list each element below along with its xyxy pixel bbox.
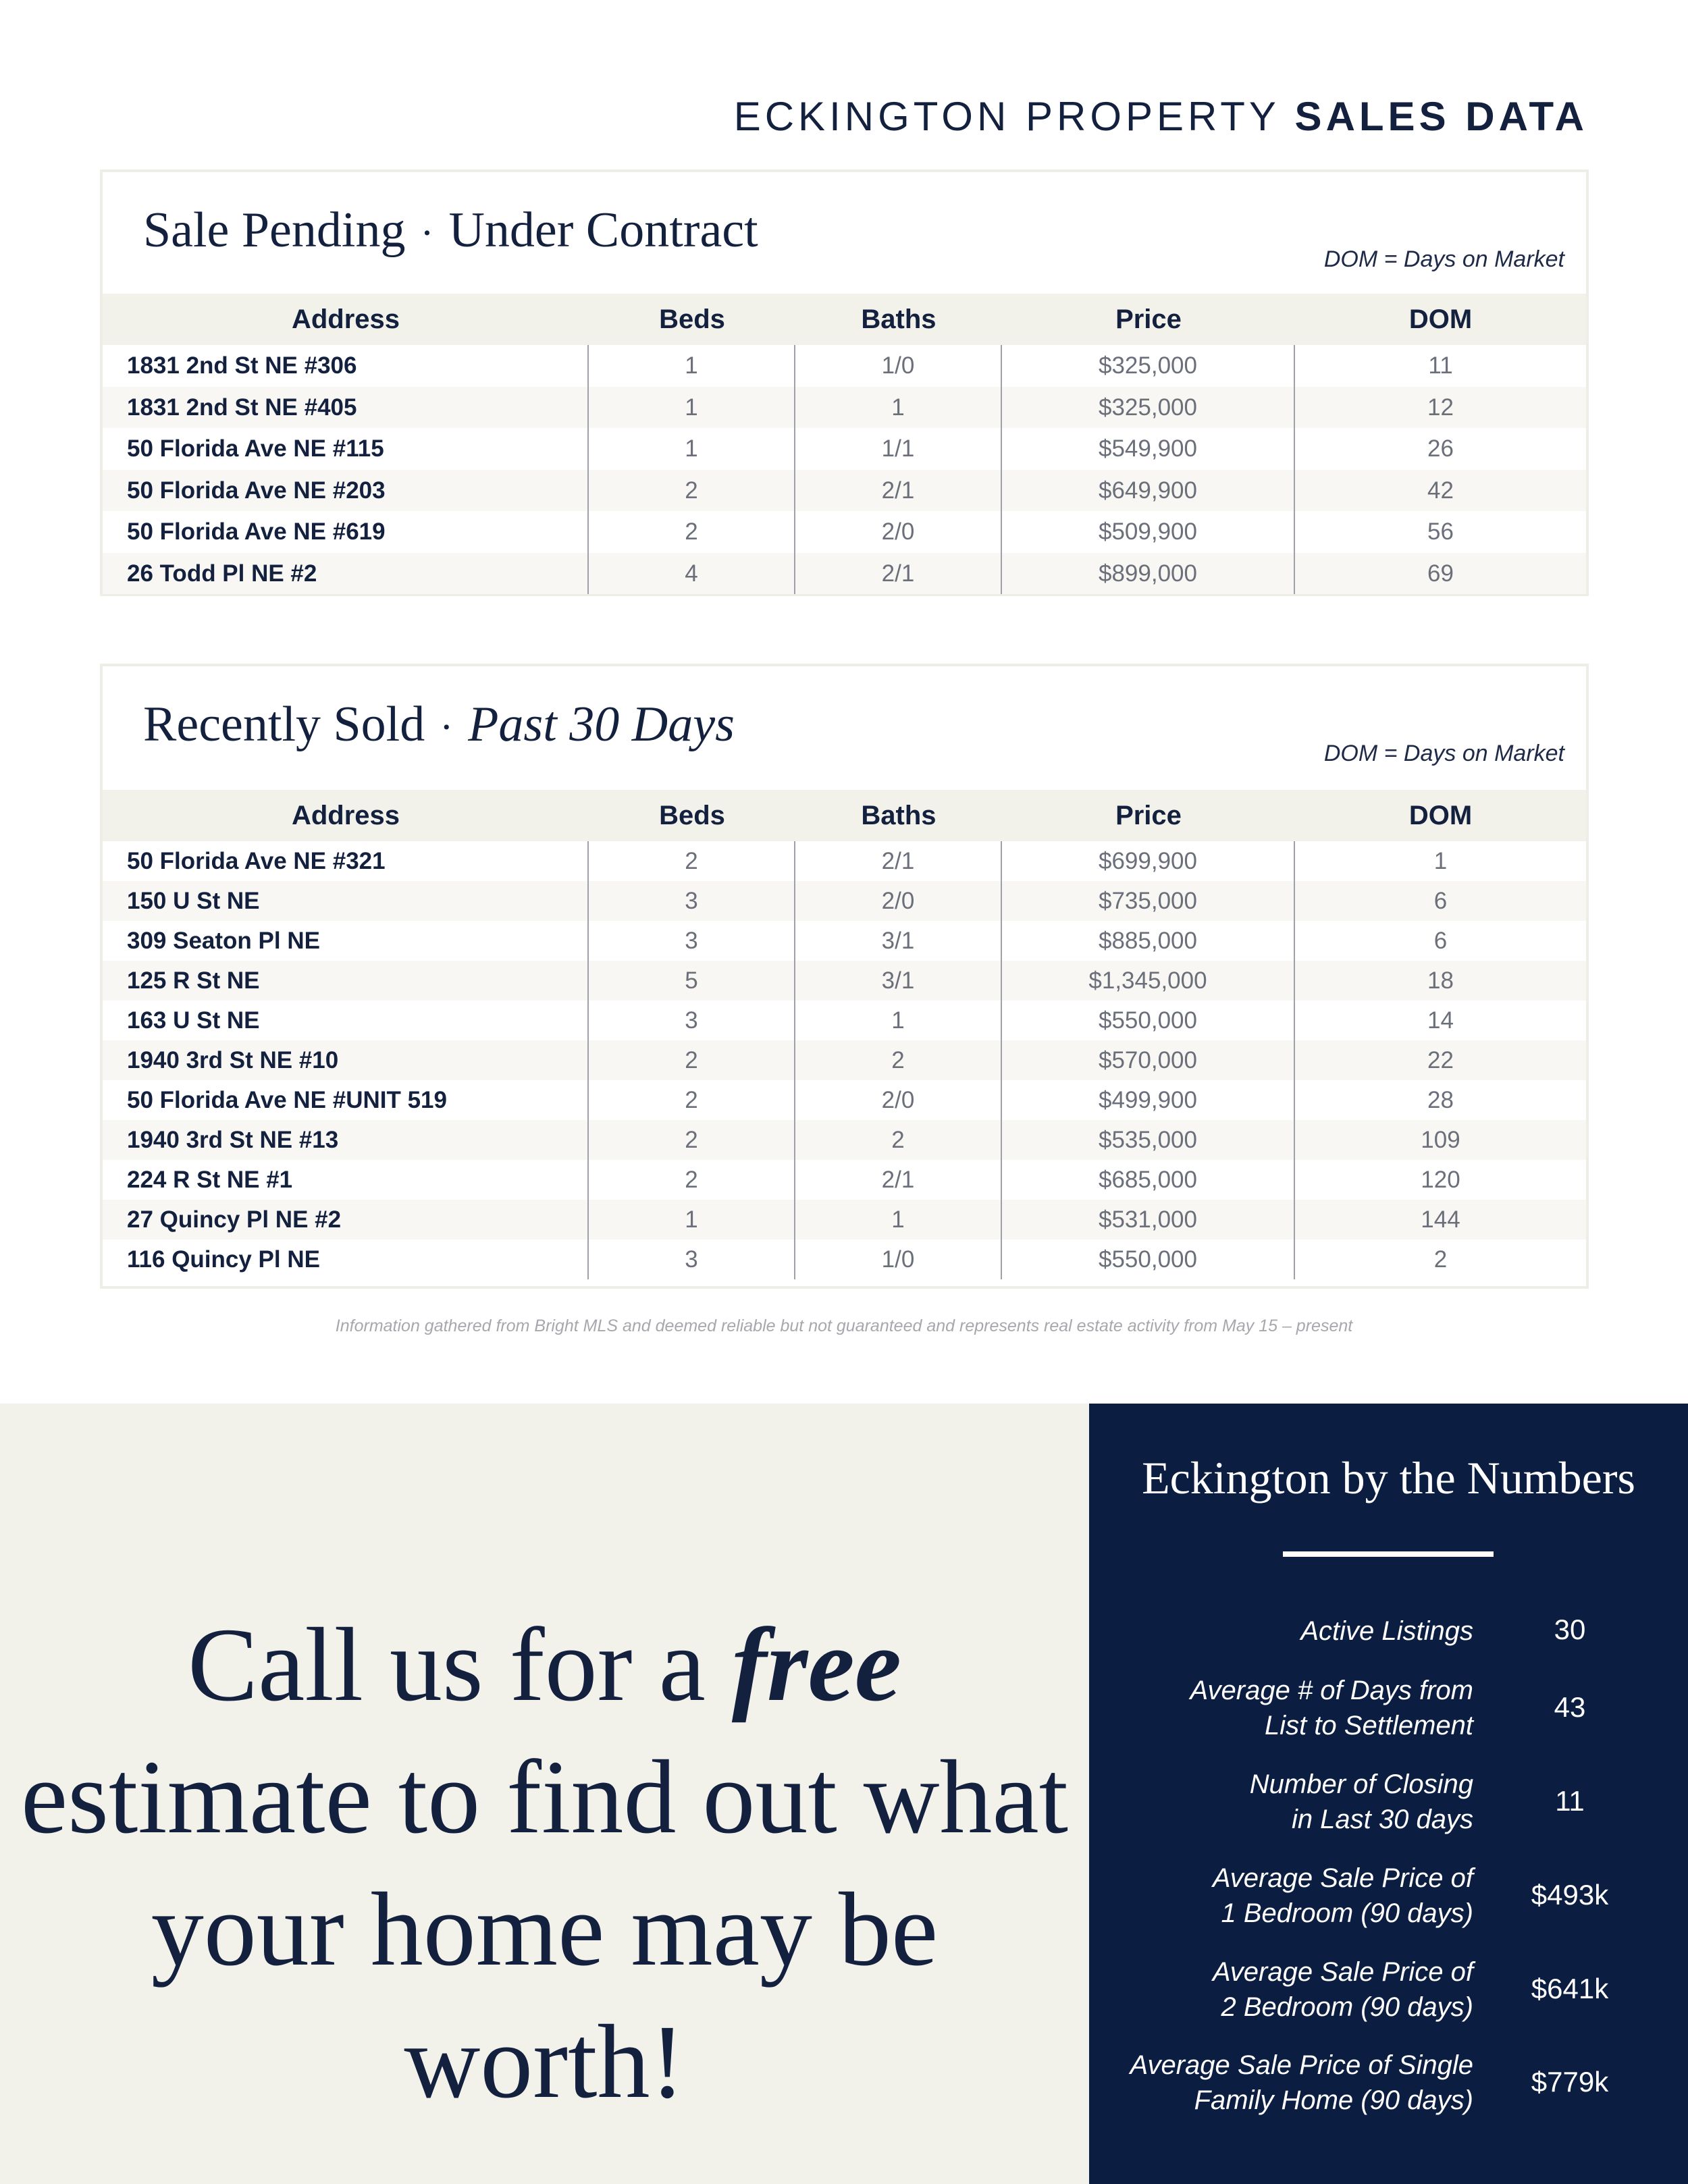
column-header: DOM [1408, 304, 1473, 334]
dom-cell: 28 [1427, 1087, 1454, 1113]
baths-cell: 2/0 [795, 1080, 1002, 1120]
table-row [103, 1120, 1586, 1160]
column-header: DOM [1408, 800, 1473, 830]
address-cell: 27 Quincy Pl NE #2 [103, 1200, 589, 1240]
table-row [103, 841, 1586, 881]
footnote: Information gathered from Bright MLS and deemed reliable but not guaranteed and represents real estate activity from May 15 – present [335, 1316, 1353, 1335]
stat-label [1095, 1861, 1473, 1931]
price-cell: $499,900 [1002, 1080, 1295, 1120]
dom-cell: 42 [1427, 477, 1454, 504]
header-light: ECKINGTON PROPERTY [733, 94, 1295, 139]
beds-cell: 2 [589, 470, 795, 512]
dom-cell: 144 [1421, 1206, 1460, 1233]
stat-label-line: Active Listings [1300, 1616, 1473, 1646]
table-row [103, 881, 1586, 921]
dom-cell: 26 [1427, 435, 1454, 462]
baths-cell: 2/0 [795, 511, 1002, 553]
column-header: Baths [861, 800, 937, 830]
pending-dom-note: DOM = Days on Market [1323, 246, 1564, 272]
dom-cell: 56 [1427, 518, 1454, 545]
beds-cell: 1 [589, 428, 795, 470]
sold-title-sep: · [440, 705, 454, 749]
stat-label-line: Average Sale Price of [1212, 1957, 1473, 1987]
beds-cell: 3 [589, 1001, 795, 1040]
price-cell: $325,000 [1002, 387, 1295, 429]
baths-cell: 3/1 [795, 921, 1002, 961]
column-header: Price [1115, 800, 1182, 830]
stats-divider [1283, 1551, 1494, 1557]
baths-cell: 2/1 [795, 553, 1002, 595]
address-cell: 50 Florida Ave NE #UNIT 519 [103, 1080, 589, 1120]
baths-cell: 1 [795, 1001, 1002, 1040]
address-cell: 50 Florida Ave NE #619 [103, 511, 589, 553]
price-cell: $509,900 [1002, 511, 1295, 553]
pending-title-sub: Under Contract [448, 203, 758, 258]
address-cell: 224 R St NE #1 [103, 1160, 589, 1200]
column-header: Address [291, 304, 400, 334]
stats-title: Eckington by the Numbers [1142, 1452, 1635, 1503]
address-cell: 26 Todd Pl NE #2 [103, 553, 589, 595]
baths-cell: 3/1 [795, 961, 1002, 1001]
price-cell: $549,900 [1002, 428, 1295, 470]
table-row [103, 387, 1586, 429]
dom-cell: 12 [1427, 394, 1454, 421]
dom-cell: 11 [1428, 352, 1453, 379]
price-cell: $885,000 [1002, 921, 1295, 961]
beds-cell: 2 [589, 1160, 795, 1200]
table-row [103, 1240, 1586, 1279]
price-cell: $570,000 [1002, 1040, 1295, 1080]
baths-cell: 2/1 [795, 1160, 1002, 1200]
price-cell: $699,900 [1002, 841, 1295, 881]
cta-line-2: estimate to find out what [20, 1738, 1068, 1855]
beds-cell: 1 [589, 345, 795, 387]
price-cell: $531,000 [1002, 1200, 1295, 1240]
beds-cell: 5 [589, 961, 795, 1001]
table-row [103, 553, 1586, 595]
price-cell: $899,000 [1002, 553, 1295, 595]
pending-title-sep: · [420, 211, 434, 255]
address-cell: 116 Quincy Pl NE [103, 1240, 589, 1279]
baths-cell: 2/1 [795, 470, 1002, 512]
dom-cell: 6 [1433, 888, 1448, 914]
address-cell: 163 U St NE [103, 1001, 589, 1040]
beds-cell: 2 [589, 1040, 795, 1080]
beds-cell: 2 [589, 1080, 795, 1120]
stat-value: $779k [1531, 2066, 1609, 2098]
sold-title [143, 696, 735, 753]
stat-label [1095, 1954, 1473, 2025]
address-cell: 1831 2nd St NE #306 [103, 345, 589, 387]
column-header: Baths [861, 304, 937, 334]
address-cell: 1831 2nd St NE #405 [103, 387, 589, 429]
dom-cell: 6 [1433, 928, 1448, 954]
table-row [103, 428, 1586, 470]
stat-label-line: Family Home (90 days) [1194, 2085, 1473, 2115]
stat-label [1095, 2048, 1473, 2118]
address-cell: 1940 3rd St NE #13 [103, 1120, 589, 1160]
price-cell: $550,000 [1002, 1240, 1295, 1279]
pending-title-main: Sale Pending [143, 203, 406, 258]
stat-label-line: Average Sale Price of Single [1130, 2050, 1473, 2080]
pending-table [103, 294, 1586, 594]
stat-label-line: in Last 30 days [1291, 1805, 1473, 1834]
cta-line-1 [0, 1599, 1089, 1731]
pending-section [100, 169, 1589, 596]
sold-table [103, 790, 1586, 1279]
stat-value: 43 [1554, 1691, 1586, 1723]
baths-cell: 1 [795, 1200, 1002, 1240]
table-row [103, 921, 1586, 961]
stat-value: 30 [1554, 1614, 1586, 1645]
stat-label [1095, 1767, 1473, 1837]
dom-cell: 18 [1427, 967, 1454, 994]
column-header: Address [291, 800, 400, 830]
address-cell: 150 U St NE [103, 881, 589, 921]
beds-cell: 3 [589, 1240, 795, 1279]
table-row [103, 511, 1586, 553]
baths-cell: 2/0 [795, 881, 1002, 921]
stat-value: $641k [1531, 1973, 1609, 2004]
header-bold: SALES DATA [1294, 94, 1588, 139]
price-cell: $685,000 [1002, 1160, 1295, 1200]
stat-label-line: 2 Bedroom (90 days) [1221, 1992, 1473, 2022]
baths-cell: 2 [795, 1040, 1002, 1080]
sold-title-main: Recently Sold [143, 697, 425, 752]
address-cell: 50 Florida Ave NE #203 [103, 470, 589, 512]
baths-cell: 2 [795, 1120, 1002, 1160]
stat-label [1095, 1614, 1473, 1649]
cta-line-3: your home may be worth! [151, 1871, 939, 2120]
stat-label-line: List to Settlement [1264, 1711, 1473, 1740]
cta-free: free [731, 1606, 901, 1723]
price-cell: $550,000 [1002, 1001, 1295, 1040]
sold-table-header [103, 790, 1586, 841]
dom-cell: 109 [1421, 1127, 1460, 1153]
price-cell: $1,345,000 [1002, 961, 1295, 1001]
beds-cell: 2 [589, 841, 795, 881]
baths-cell: 1/0 [795, 1240, 1002, 1279]
column-header: Price [1115, 304, 1182, 334]
address-cell: 50 Florida Ave NE #321 [103, 841, 589, 881]
page-header [734, 93, 1588, 140]
stat-label-line: Number of Closing [1249, 1769, 1473, 1799]
table-row [103, 470, 1586, 512]
pending-table-header [103, 294, 1586, 345]
baths-cell: 1 [795, 387, 1002, 429]
beds-cell: 3 [589, 921, 795, 961]
stat-value: 11 [1555, 1785, 1585, 1817]
dom-cell: 69 [1427, 560, 1454, 587]
table-row [103, 961, 1586, 1001]
baths-cell: 1/1 [795, 428, 1002, 470]
dom-cell: 2 [1433, 1246, 1448, 1273]
sold-title-sub: Past 30 Days [468, 697, 735, 752]
price-cell: $649,900 [1002, 470, 1295, 512]
table-row [103, 1200, 1586, 1240]
stat-label-line: 1 Bedroom (90 days) [1221, 1898, 1473, 1928]
stat-label [1095, 1673, 1473, 1743]
baths-cell: 1/0 [795, 345, 1002, 387]
table-row [103, 1040, 1586, 1080]
price-cell: $735,000 [1002, 881, 1295, 921]
baths-cell: 2/1 [795, 841, 1002, 881]
table-row [103, 1080, 1586, 1120]
address-cell: 309 Seaton Pl NE [103, 921, 589, 961]
beds-cell: 4 [589, 553, 795, 595]
beds-cell: 1 [589, 1200, 795, 1240]
table-row [103, 1001, 1586, 1040]
stat-label-line: Average Sale Price of [1212, 1863, 1473, 1893]
beds-cell: 2 [589, 511, 795, 553]
sold-section [100, 664, 1589, 1289]
table-row [103, 345, 1586, 387]
dom-cell: 1 [1433, 848, 1448, 874]
stat-value: $493k [1531, 1879, 1609, 1911]
cta-line-1-a: Call us for a [188, 1606, 732, 1723]
beds-cell: 1 [589, 387, 795, 429]
table-row [103, 1160, 1586, 1200]
column-header: Beds [659, 304, 725, 334]
beds-cell: 2 [589, 1120, 795, 1160]
dom-cell: 22 [1427, 1047, 1454, 1073]
address-cell: 1940 3rd St NE #10 [103, 1040, 589, 1080]
dom-cell: 14 [1427, 1007, 1454, 1034]
price-cell: $325,000 [1002, 345, 1295, 387]
sold-dom-note: DOM = Days on Market [1323, 741, 1564, 766]
price-cell: $535,000 [1002, 1120, 1295, 1160]
beds-cell: 3 [589, 881, 795, 921]
column-header: Beds [659, 800, 725, 830]
address-cell: 125 R St NE [103, 961, 589, 1001]
pending-title [143, 202, 758, 259]
dom-cell: 120 [1421, 1167, 1460, 1193]
address-cell: 50 Florida Ave NE #115 [103, 428, 589, 470]
cta-text [0, 1599, 1089, 2128]
stat-label-line: Average # of Days from [1190, 1676, 1473, 1705]
